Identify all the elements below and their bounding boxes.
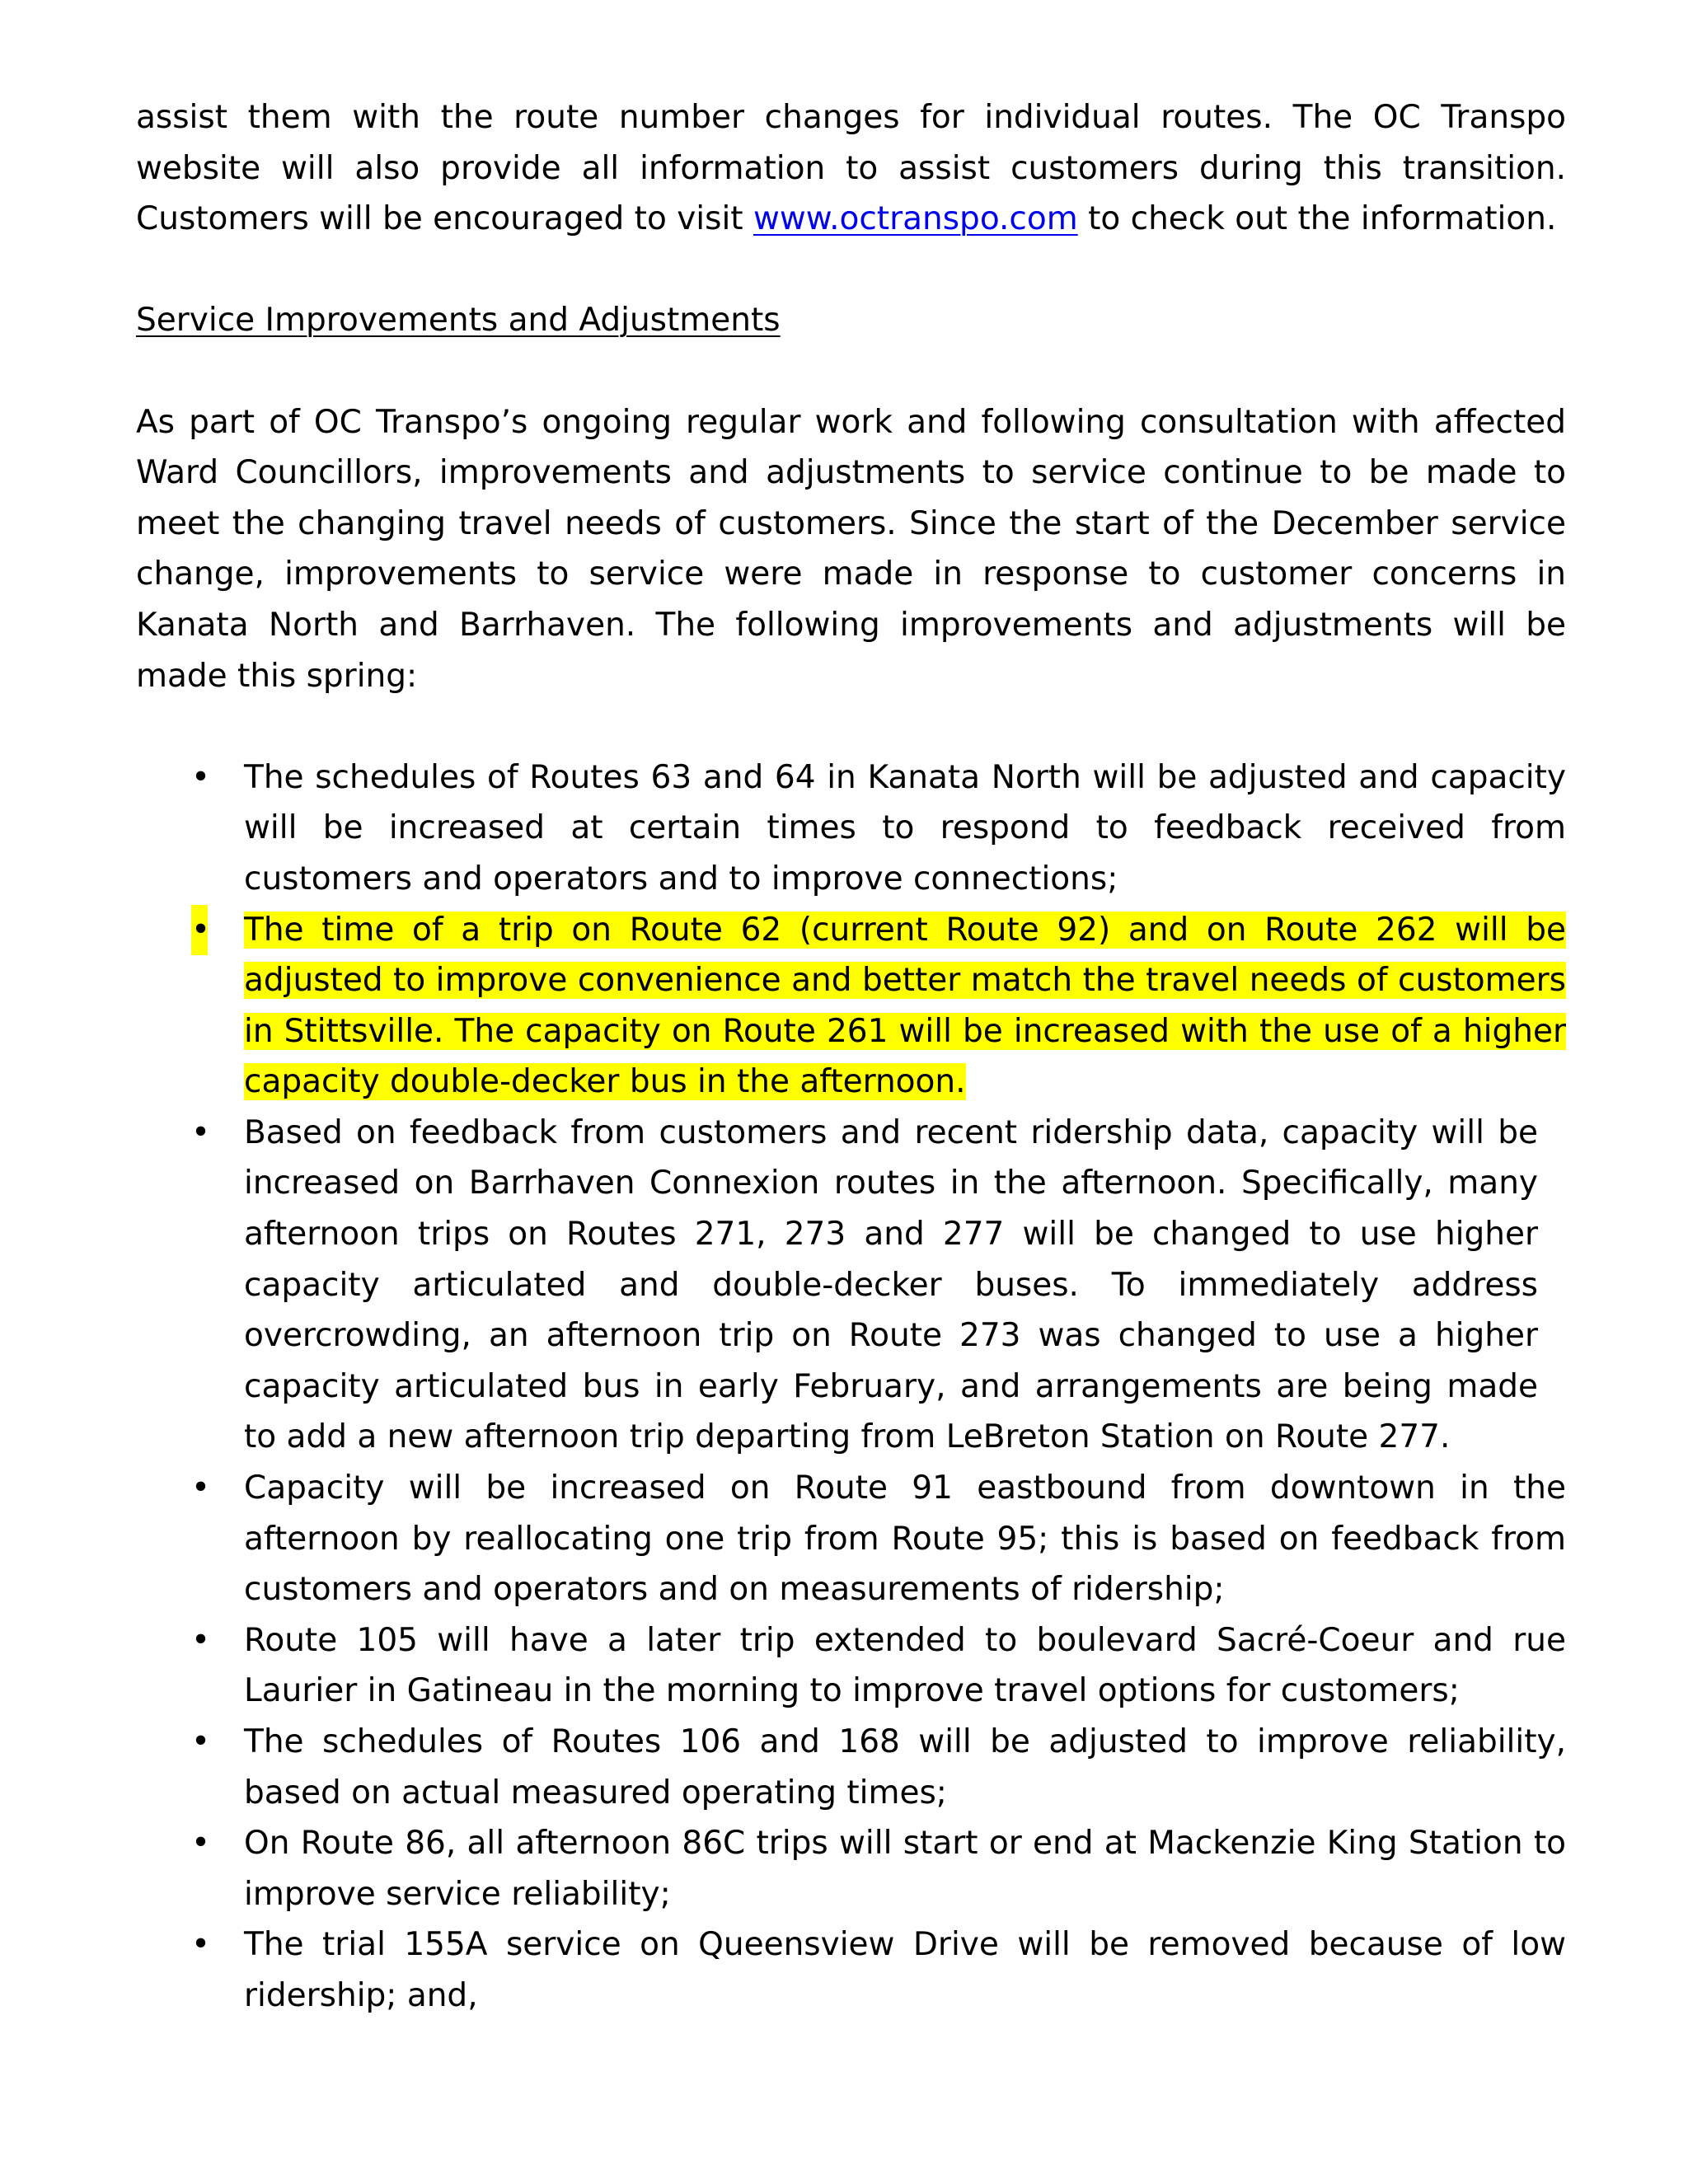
list-item — [136, 1919, 1566, 2021]
bullet-icon: • — [191, 1113, 211, 1151]
intro-paragraph: As part of OC Transpo’s ongoing regular work and following consultation with affected Ward Councillors, improvements and adjustments to service continue to be made to meet the changing travel needs of customers. Since the start of the December service change, improvements to service were made in response to customer concerns in Kanata North and Barrhaven. The following improvements and adjustments will be made this spring: — [136, 403, 1566, 695]
bullet-icon: • — [191, 758, 211, 796]
bullet-icon: • — [191, 1469, 211, 1507]
highlighted-text: The time of a trip on Route 62 (current Route 92) and on Route 262 will be adjusted to improve convenience and better match the travel needs of customers in Stittsville. The capacity on Route 261 will be increased with the use of a higher capacity double-decker bus in the afternoon. — [244, 911, 1566, 1101]
list-item — [136, 1818, 1566, 1919]
list-item — [136, 752, 1566, 905]
continuation-text: assist them with the route number changes for individual routes. The OC Transpo website will also provide all information to assist customers during this transition. Customers will be encouraged to visit — [136, 99, 1566, 238]
bullet-icon: • — [191, 1926, 211, 1964]
list-item — [136, 1463, 1566, 1615]
bullet-icon: • — [191, 1825, 211, 1863]
list-item-text: The trial 155A service on Queensview Drive will be removed because of low ridership; and, — [244, 1926, 1566, 2014]
octranspo-link[interactable]: www.octranspo.com — [753, 200, 1078, 238]
list-item-text: On Route 86, all afternoon 86C trips will start or end at Mackenzie King Station to improve service reliability; — [244, 1825, 1566, 1913]
list-item-text: Based on feedback from customers and recent ridership data, capacity will be increased on Barrhaven Connexion routes in the afternoon. Specifically, many afternoon trips on Routes 271, 273 and 277 will be changed to use higher capacity articulated and double-decker buses. To immediately address overcrowding, an afternoon trip on Route 273 was changed to use a higher capacity articulated bus in early February, and arrangements are being made to add a new afternoon trip departing from LeBreton Station on Route 277. — [244, 1113, 1538, 1456]
list-item — [136, 1615, 1566, 1717]
improvements-list — [136, 752, 1566, 2022]
list-item-text: Capacity will be increased on Route 91 eastbound from downtown in the afternoon by reallocating one trip from Route 95; this is based on feedback from customers and operators and on measurements of ridership; — [244, 1469, 1566, 1609]
list-item-text: The schedules of Routes 63 and 64 in Kanata North will be adjusted and capacity will be increased at certain times to respond to feedback received from customers and operators and to improve connections; — [244, 758, 1566, 898]
section-heading: Service Improvements and Adjustments — [136, 302, 781, 340]
bullet-icon: • — [191, 905, 208, 956]
list-item-text: The schedules of Routes 106 and 168 will be adjusted to improve reliability, based on actual measured operating times; — [244, 1723, 1566, 1811]
list-item — [136, 1108, 1566, 1463]
bullet-icon: • — [191, 1621, 211, 1659]
continuation-text-end: to check out the information. — [1077, 200, 1557, 238]
continuation-paragraph — [136, 92, 1566, 245]
list-item-highlighted — [136, 905, 1566, 1108]
bullet-icon: • — [191, 1723, 211, 1760]
list-item — [136, 1717, 1566, 1818]
document-page — [136, 92, 1566, 2022]
list-item-text: Route 105 will have a later trip extended to boulevard Sacré-Coeur and rue Laurier in Gatineau in the morning to improve travel options for customers; — [244, 1621, 1566, 1710]
